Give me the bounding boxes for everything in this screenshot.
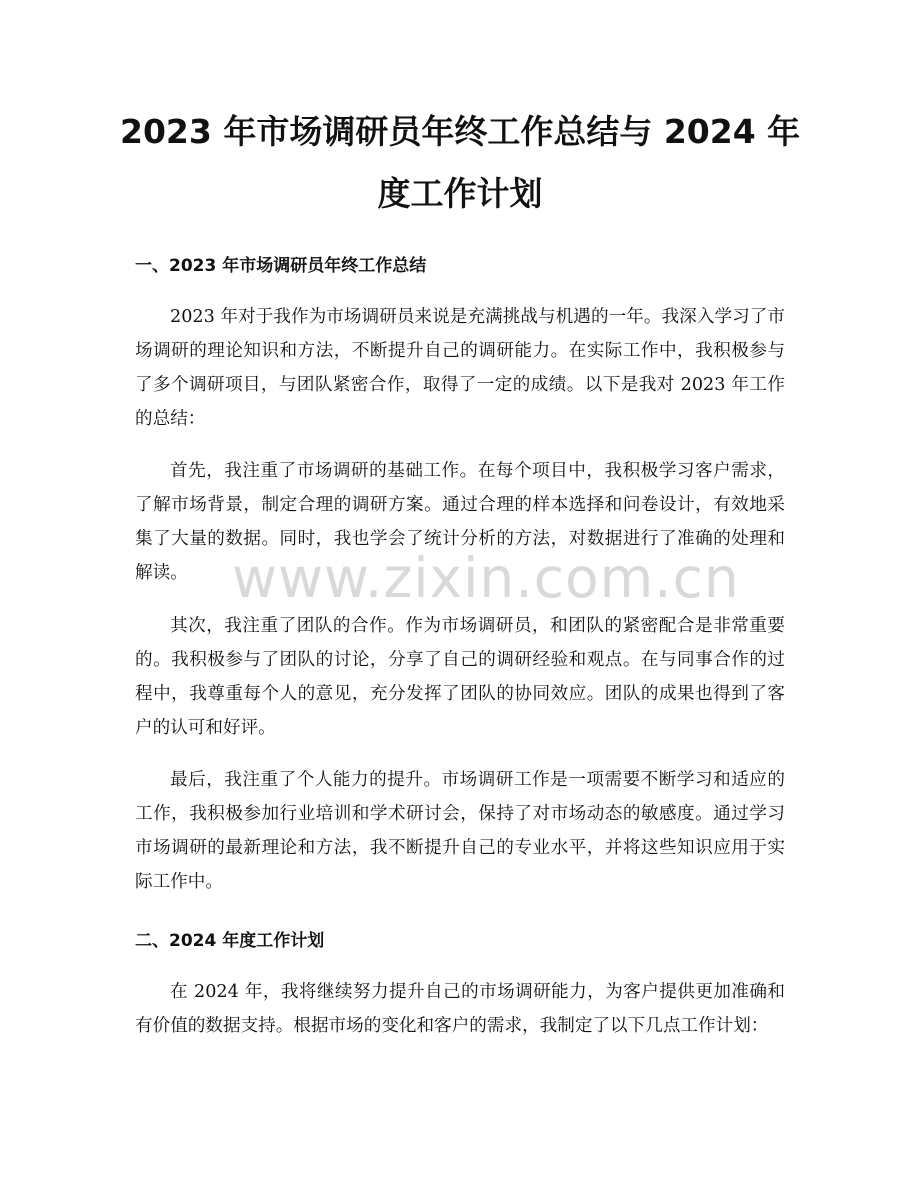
document-title-line-1: 2023 年市场调研员年终工作总结与 2024 年 bbox=[120, 112, 801, 151]
paragraph-line: 了多个调研项目，与团队紧密合作，取得了一定的成绩。以下是我对 2023 年工作 bbox=[135, 375, 785, 395]
paragraph-line: 程中，我尊重每个人的意见，充分发挥了团队的协同效应。团队的成果也得到了客 bbox=[135, 684, 785, 704]
paragraph-intro bbox=[135, 300, 785, 436]
document-title-line-2: 度工作计划 bbox=[377, 174, 543, 213]
paragraph-line: 的。我积极参与了团队的讨论，分享了自己的调研经验和观点。在与同事合作的过 bbox=[135, 650, 785, 670]
paragraph-line: 有价值的数据支持。根据市场的变化和客户的需求，我制定了以下几点工作计划： bbox=[135, 1016, 769, 1036]
paragraph-line: 集了大量的数据。同时，我也学会了统计分析的方法，对数据进行了准确的处理和 bbox=[135, 529, 785, 549]
paragraph-line: 的总结： bbox=[135, 409, 206, 429]
paragraph-line: 场调研的理论知识和方法，不断提升自己的调研能力。在实际工作中，我积极参与 bbox=[135, 341, 785, 361]
paragraph-line: 其次，我注重了团队的合作。作为市场调研员，和团队的紧密配合是非常重要 bbox=[170, 616, 785, 636]
paragraph-line: 解读。 bbox=[135, 563, 188, 583]
paragraph-line: 在 2024 年，我将继续努力提升自己的市场调研能力，为客户提供更加准确和 bbox=[170, 982, 785, 1002]
paragraph-third-point bbox=[135, 763, 785, 899]
paragraph-line: 首先，我注重了市场调研的基础工作。在每个项目中，我积极学习客户需求， bbox=[170, 461, 785, 481]
paragraph-line: 了解市场背景，制定合理的调研方案。通过合理的样本选择和问卷设计，有效地采 bbox=[135, 495, 785, 515]
paragraph-line: 市场调研的最新理论和方法，我不断提升自己的专业水平，并将这些知识应用于实 bbox=[135, 838, 785, 858]
paragraph-line: 2023 年对于我作为市场调研员来说是充满挑战与机遇的一年。我深入学习了市 bbox=[170, 307, 785, 327]
paragraph-line: 际工作中。 bbox=[135, 872, 223, 892]
paragraph-second-point bbox=[135, 609, 785, 745]
paragraph-first-point bbox=[135, 454, 785, 590]
section-heading-summary: 一、2023 年市场调研员年终工作总结 bbox=[135, 256, 427, 276]
section-heading-plan: 二、2024 年度工作计划 bbox=[135, 931, 325, 951]
watermark: www.zixin.com.cn bbox=[232, 546, 740, 610]
paragraph-line: 最后，我注重了个人能力的提升。市场调研工作是一项需要不断学习和适应的 bbox=[170, 770, 785, 790]
paragraph-line: 户的认可和好评。 bbox=[135, 718, 276, 738]
paragraph-line: 工作，我积极参加行业培训和学术研讨会，保持了对市场动态的敏感度。通过学习 bbox=[135, 804, 785, 824]
paragraph-plan-intro bbox=[135, 975, 785, 1043]
